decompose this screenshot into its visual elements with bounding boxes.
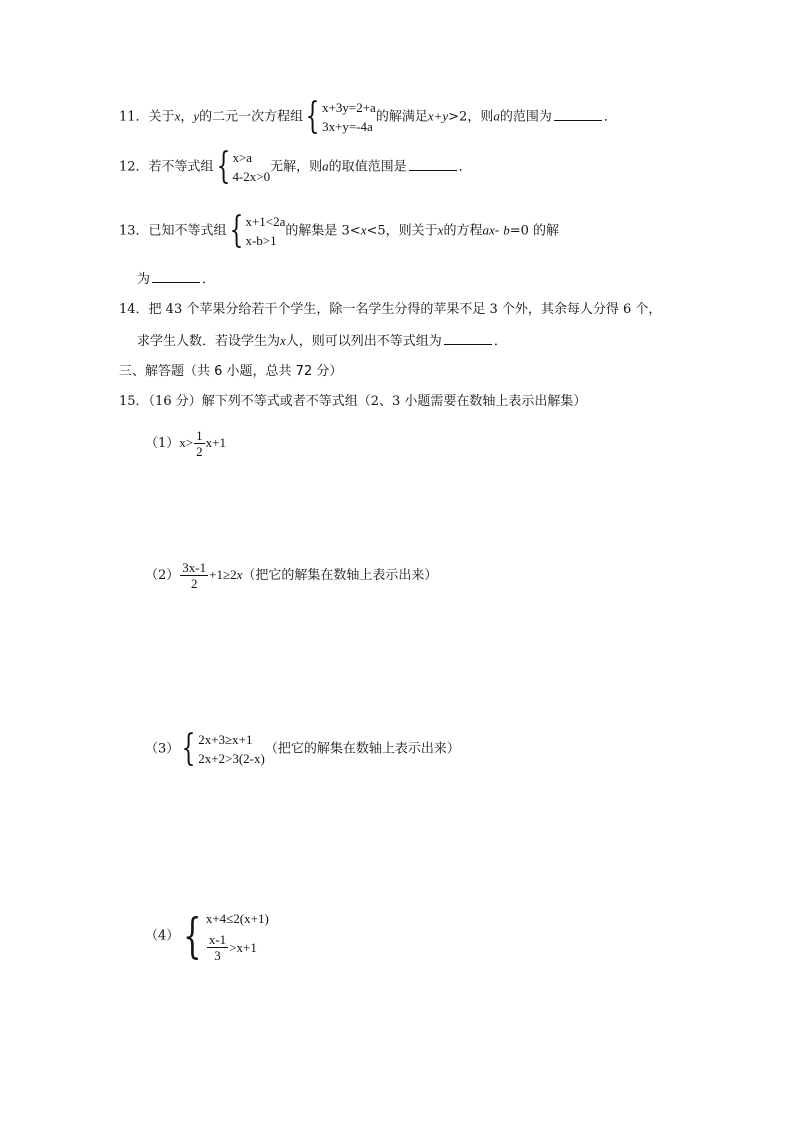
question-15-part-3: （3） { 2x+3≥x+1 2x+2>3(2-x) （把它的解集在数轴上表示出来）: [145, 728, 460, 769]
inequality-system: { x+1<2a x-b>1: [229, 210, 286, 251]
answer-blank[interactable]: [409, 158, 457, 171]
section-heading: 三、解答题（共 6 小题，总共 72 分）: [119, 364, 343, 379]
inequality-system: { 2x+3≥x+1 2x+2>3(2-x): [181, 728, 265, 769]
fraction: $\frac{3x-1}{2}$: [182, 560, 207, 591]
question-15-part-1: （1）x> $\frac{1}{2}$ x+1: [145, 428, 226, 459]
equation-system: { x+3y=2+a 3x+y=-4a: [305, 96, 376, 137]
inequality-system: { x+4≤2(x+1) $\frac{x-1}{3}$ >x+1: [183, 908, 269, 964]
question-12: 12．若不等式组 { x>a 4-2x>0 无解，则a的取值范围是 ．: [119, 146, 472, 187]
question-13: 13．已知不等式组 { x+1<2a x-b>1 的解集是 3<x<5，则关于x的方程ax- b=0 的解: [119, 210, 560, 251]
fraction: $\frac{1}{2}$: [196, 428, 203, 459]
question-13-number: 13．: [119, 223, 149, 239]
question-14-number: 14．: [119, 302, 149, 317]
question-12-number: 12．: [119, 159, 149, 175]
question-11: 11．关于x，y的二元一次方程组 { x+3y=2+a 3x+y=-4a 的解满足x+y>2，则a的范围为 ．: [119, 96, 617, 137]
answer-blank[interactable]: [554, 108, 602, 121]
inequality-system: { x>a 4-2x>0: [216, 146, 271, 187]
question-15-part-4: （4） { x+4≤2(x+1) $\frac{x-1}{3}$ >x+1: [145, 908, 269, 964]
question-14: 14．把 43 个苹果分给若干个学生，除一名学生分得的苹果不足 3 个外，其余每人分得 6 个，: [119, 302, 662, 317]
question-13-line2: 为 ．: [137, 272, 216, 287]
question-15-heading: 15．（16 分）解下列不等式或者不等式组（2、3 小题需要在数轴上表示出解集）: [119, 394, 587, 409]
question-14-line2: 求学生人数．若设学生为x人，则可以列出不等式组为 ．: [137, 333, 507, 349]
answer-blank[interactable]: [152, 270, 200, 283]
question-15-part-2: （2） $\frac{3x-1}{2}$ +1≥2x（把它的解集在数轴上表示出来）: [145, 560, 438, 591]
fraction: $\frac{x-1}{3}$: [208, 932, 227, 963]
answer-blank[interactable]: [444, 332, 492, 345]
question-11-number: 11．: [119, 109, 149, 125]
